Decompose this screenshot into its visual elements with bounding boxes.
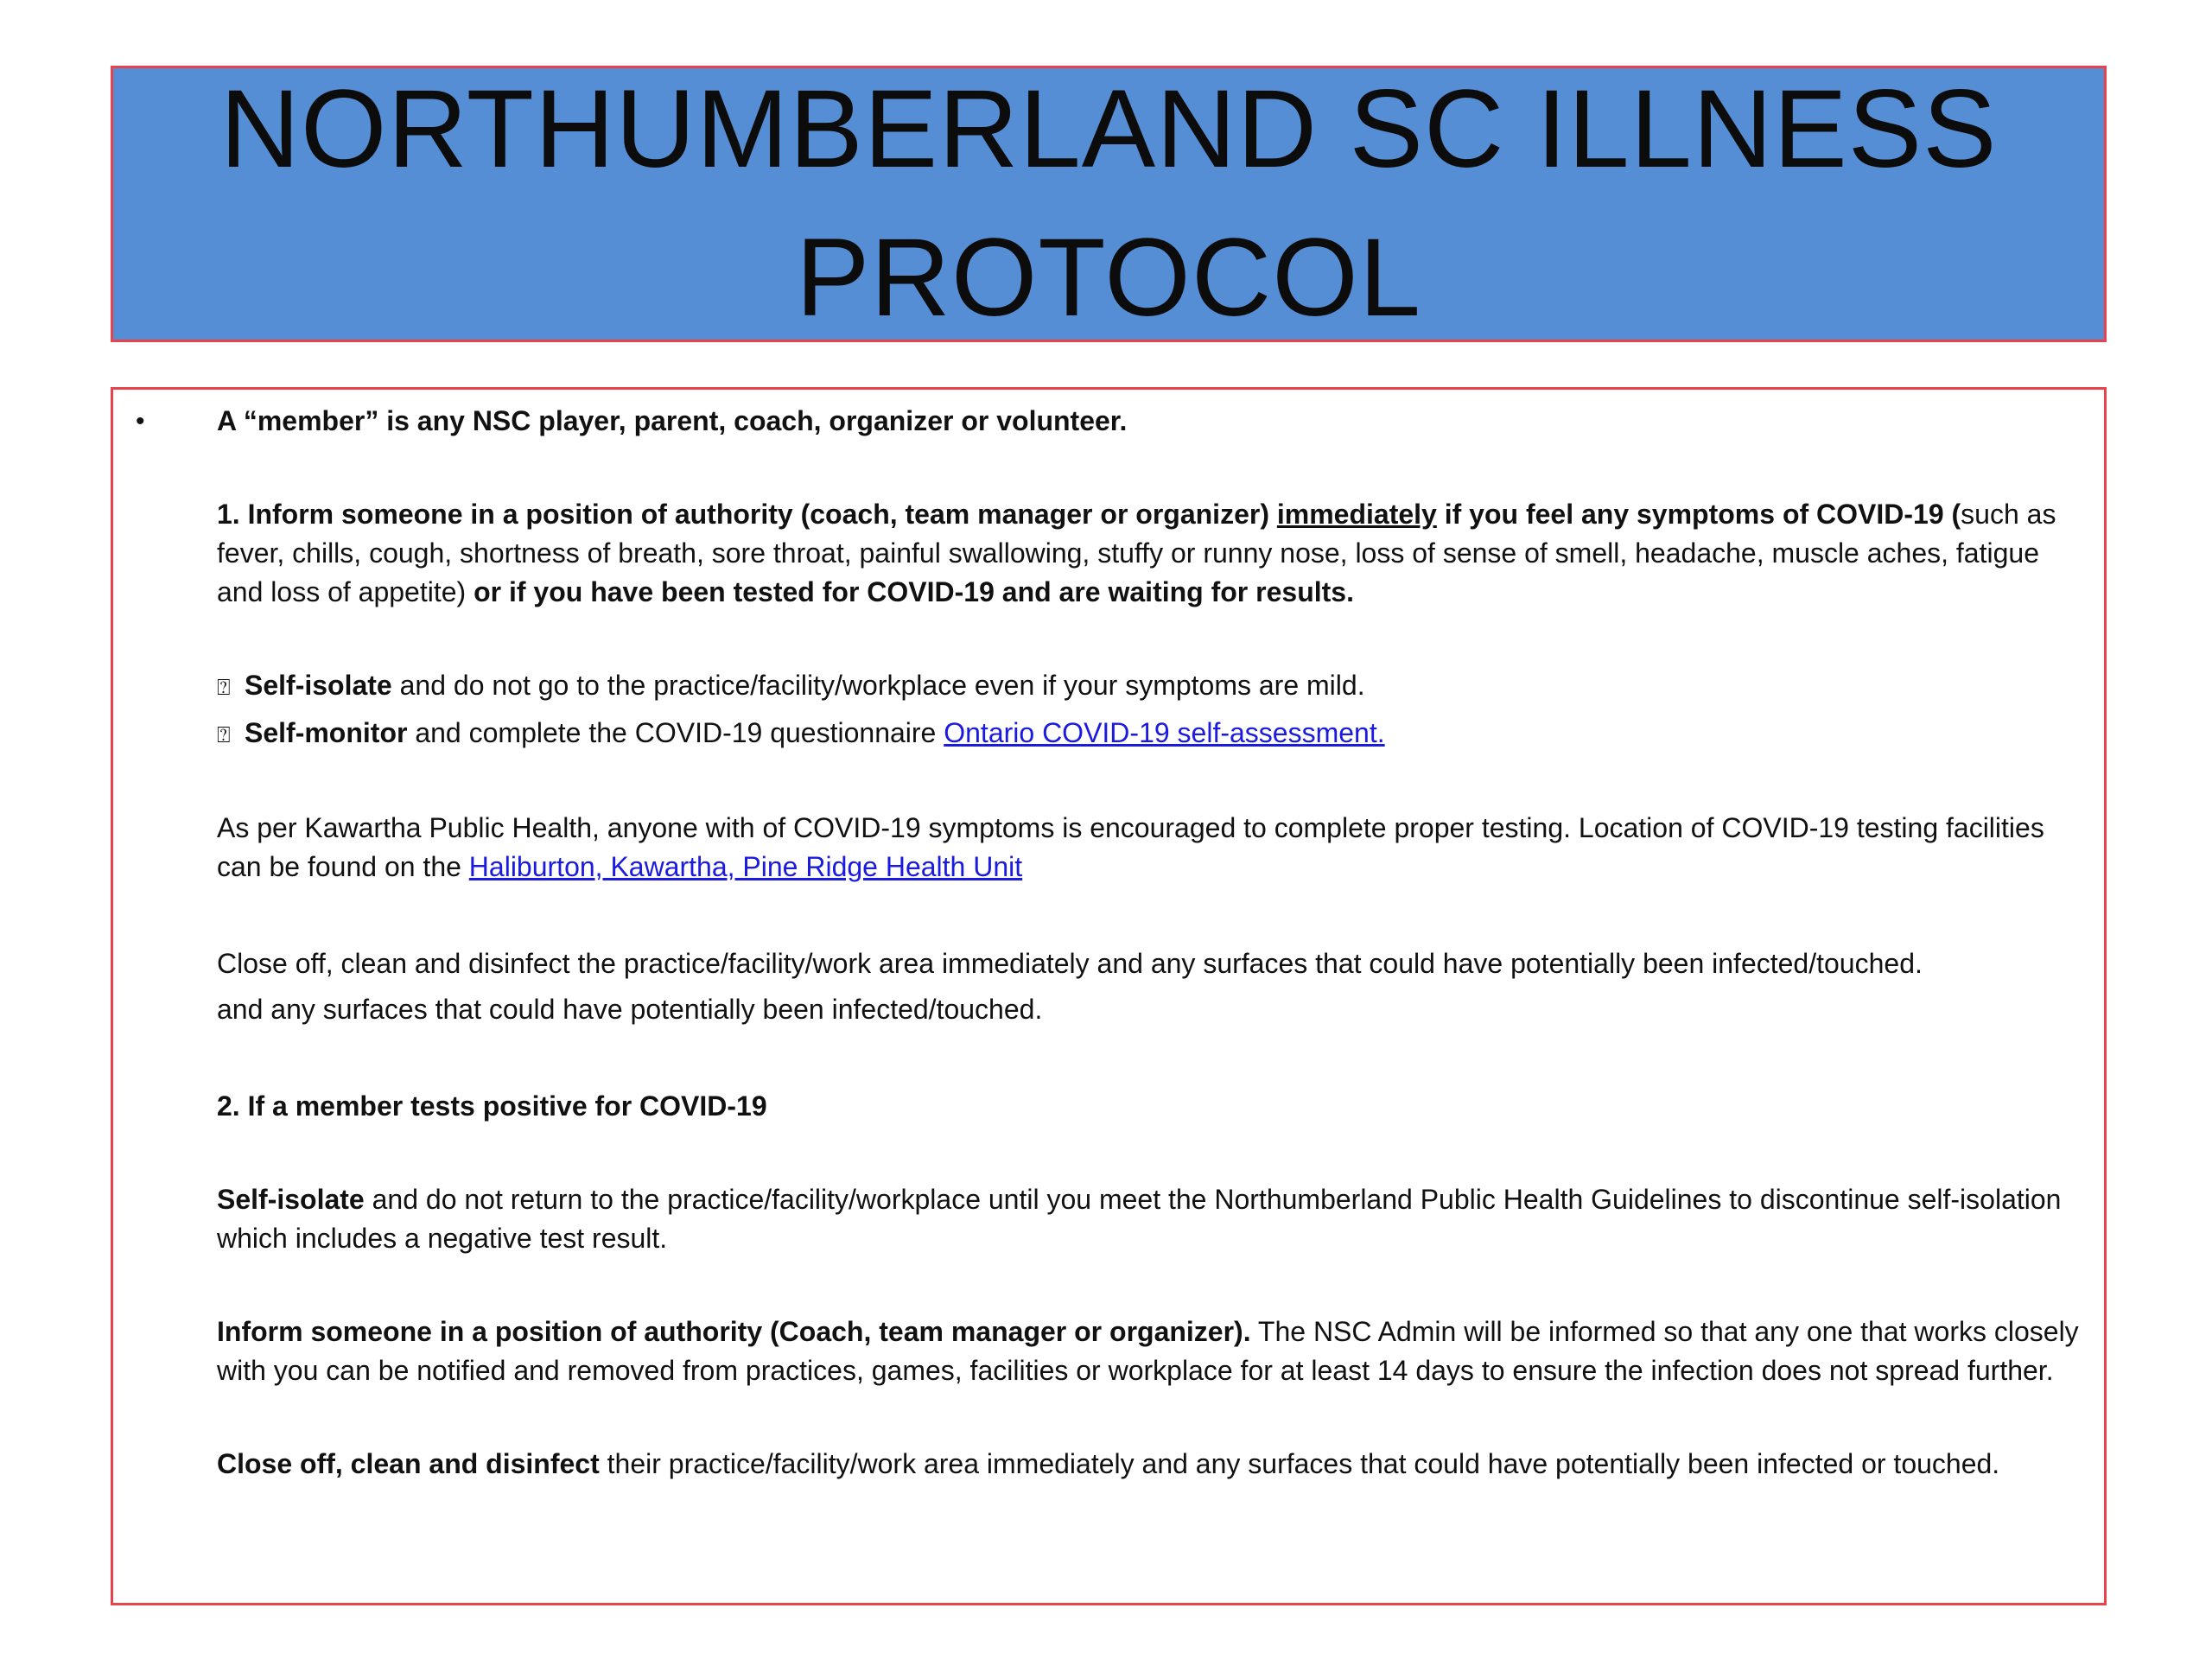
step-1-mid: if you feel any symptoms of COVID-19 ( [1444,499,1961,530]
self-monitor-item [217,714,2083,754]
self-isolate-2-paragraph [217,1180,2083,1258]
missing-glyph-icon: ⍰ [217,721,231,747]
inform-paragraph [217,1313,2083,1390]
close-off-paragraph-1 [217,941,2083,1033]
health-unit-link[interactable]: Haliburton, Kawartha, Pine Ridge Health Unit [468,851,1023,882]
missing-glyph-icon: ⍰ [217,674,231,700]
inform-text: The NSC Admin will be informed so that any one that works closely with you can be notified and removed from practices, games, facilities or workplace for at least 14 days to ensure the infection does not spread further. [217,1316,2079,1386]
self-isolate-bold: Self-isolate [245,670,392,701]
close-off-2-bold: Close off, clean and disinfect [217,1448,600,1479]
title-banner [111,66,2107,342]
step-1-immediately: immediately [1276,499,1437,530]
kawartha-text: As per Kawartha Public Health, anyone with of COVID-19 symptoms is encouraged to complete proper testing. Location of COVID-19 testing facilities can be found on the [217,812,2044,882]
step-1-symptoms: such as fever, chills, cough, shortness of breath, sore throat, painful swallowing, stuffy or runny nose, loss of sense of smell, headache, muscle aches, fatigue and loss of appetite) [217,499,2056,607]
protocol-body [217,402,2083,1484]
self-isolate-text: and do not go to the practice/facility/workplace even if your symptoms are mild. [399,670,1365,701]
member-definition: A “member” is any NSC player, parent, coach, organizer or volunteer. [217,405,1128,436]
kawartha-paragraph [217,809,2083,887]
title-line-1: NORTHUMBERLAND SC ILLNESS [219,67,1998,191]
ontario-self-assessment-link[interactable]: Ontario COVID-19 self-assessment. [944,717,1385,748]
step-1-paragraph [217,495,2083,612]
close-off-line-2: and any surfaces that could have potentially been infected/touched. [217,994,1043,1025]
inform-bold: Inform someone in a position of authority (Coach, team manager or organizer). [217,1316,1251,1347]
self-isolate-2-bold: Self-isolate [217,1184,365,1215]
self-monitor-text: and complete the COVID-19 questionnaire [415,717,937,748]
close-off-line-1: Close off, clean and disinfect the practice/facility/work area immediately and any surfaces that could have potentially been infected/touched. [217,948,1923,979]
step-1-lead: 1. Inform someone in a position of authority (coach, team manager or organizer) [217,499,1269,530]
close-off-paragraph-2 [217,1445,2083,1484]
self-isolate-2-text: and do not return to the practice/facility/workplace until you meet the Northumberland Public Health Guidelines to discontinue self-isolation which includes a negative test result. [217,1184,2062,1254]
title-line-2: PROTOCOL [796,216,1421,340]
step-2-heading: 2. If a member tests positive for COVID-19 [217,1090,767,1122]
protocol-content [111,387,2107,1605]
close-off-2-text: their practice/facility/work area immediately and any surfaces that could have potentially been infected or touched. [607,1448,2000,1479]
self-monitor-bold: Self-monitor [245,717,408,748]
self-isolate-item [217,666,2083,707]
step-1-tail: or if you have been tested for COVID-19 and are waiting for results. [474,576,1354,607]
bullet-marker: • [136,407,145,435]
